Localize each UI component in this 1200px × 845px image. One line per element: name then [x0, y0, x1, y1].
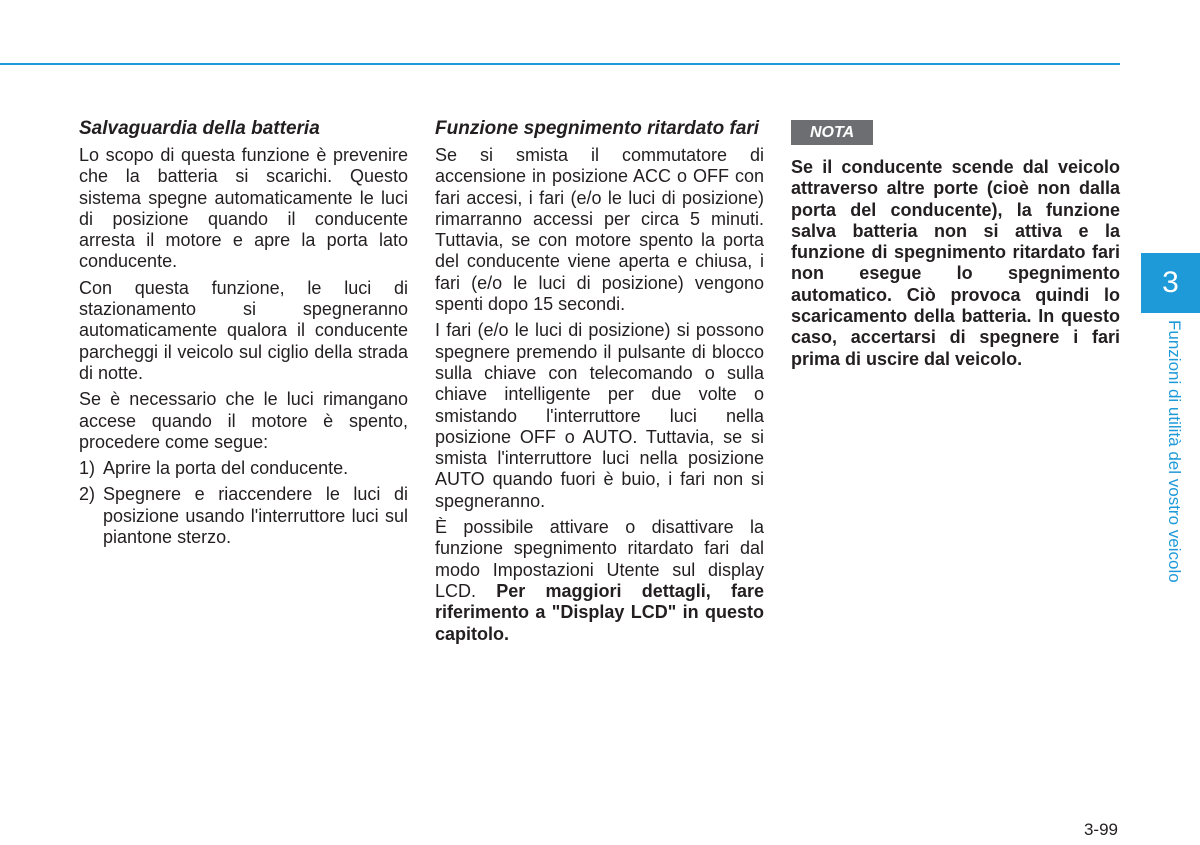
chapter-title: Funzioni di utilità del vostro veicolo	[1165, 320, 1184, 583]
note-label: NOTA	[791, 120, 873, 145]
list-text: Aprire la porta del conducente.	[103, 458, 349, 479]
column-note	[791, 118, 1120, 375]
column-headlight-delay	[435, 118, 764, 650]
paragraph: Con questa funzione, le luci di stazionamento si spegneranno automaticamente qualora il conducente parcheggi il veicolo sul ciglio della strada di notte.	[79, 277, 408, 383]
paragraph: Se si smista il commutatore di accensione in posizione ACC o OFF con fari accesi, i fari (e/o le luci di posizione) rimarranno accessi per circa 5 minuti. Tuttavia, se con motore spento la porta del conducente viene aperta e chiusa, i fari (e/o le luci di posizione) vengono spenti dopo 15 secondi.	[435, 145, 764, 315]
list-item	[79, 484, 408, 548]
section-heading-headlight-delay: Funzione spegnimento ritardato fari	[435, 118, 760, 139]
list-number: 2)	[79, 484, 96, 505]
section-heading-battery-saver: Salvaguardia della batteria	[79, 118, 320, 139]
paragraph: Se è necessario che le luci rimangano accese quando il motore è spento, procedere come segue:	[79, 389, 408, 452]
paragraph: I fari (e/o le luci di posizione) si possono spegnere premendo il pulsante di blocco sulla chiave con telecomando o sulla chiave intelligente per due volte o smistando l'interruttore luci nella posizione OFF o AUTO. Tuttavia, se si smista l'interruttore luci nella posizione AUTO quando fuori è buio, i fari non si spegneranno.	[435, 320, 764, 511]
paragraph-lcd-settings	[435, 517, 764, 645]
top-rule	[0, 63, 1120, 65]
page-number: 3-99	[1083, 820, 1118, 839]
paragraph-text: È possibile attivare o disattivare la funzione spegnimento ritardato fari dal modo Impostazioni Utente sul display LCD.	[435, 517, 764, 601]
note-text: Se il conducente scende dal veicolo attraverso altre porte (cioè non dalla porta del conducente), la funzione salva batteria non si attiva e la funzione di spegnimento ritardato fari non esegue lo spegnimento automatico. Ciò provoca quindi lo scaricamento della batteria. In questo caso, accertarsi di spegnere i fari prima di uscire dal veicolo.	[791, 157, 1120, 369]
list-item	[79, 458, 408, 479]
paragraph: Lo scopo di questa funzione è prevenire che la batteria si scarichi. Questo sistema spegne automaticamente le luci di posizione quando il conducente arresta il motore e apre la porta lato conducente.	[79, 145, 408, 272]
list-number: 1)	[79, 458, 96, 479]
chapter-tab: 3	[1141, 253, 1200, 313]
column-battery-saver	[79, 118, 408, 553]
cross-reference-text: Per maggiori dettagli, fare riferimento a "Display LCD" in questo capitolo.	[435, 580, 764, 644]
list-text: Spegnere e riaccendere le luci di posizione usando l'interruttore luci sul piantone sterzo.	[103, 484, 408, 548]
